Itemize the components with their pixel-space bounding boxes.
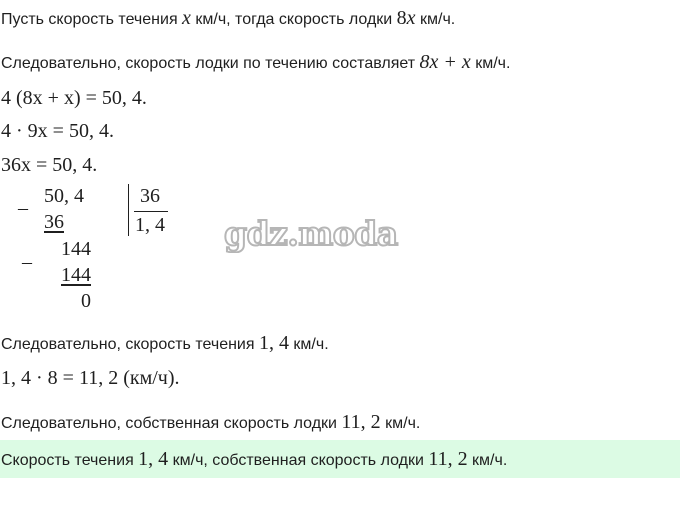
equation-2: 4 · 9x = 50, 4. — [1, 120, 114, 142]
line4-text-b: км/ч. — [380, 415, 421, 432]
equation-4-unit: (км/ч). — [118, 367, 180, 389]
division-horizontal-line — [134, 211, 168, 212]
watermark-logo: gdz.moda — [224, 214, 398, 253]
text-line-1 — [1, 8, 455, 30]
division-vertical-line — [128, 184, 129, 236]
line3-text-b: км/ч. — [288, 336, 329, 353]
answer-text — [1, 449, 507, 471]
line1-var-x: x — [182, 7, 191, 29]
line1-text-b: км/ч, тогда скорость лодки — [190, 11, 397, 28]
division-subtrahend-1: 36 — [44, 211, 64, 233]
line2-text-a: Следовательно, скорость лодки по течению составляет — [1, 55, 420, 72]
line2-expr: 8x + x — [419, 51, 471, 73]
answer-value-2: 11, 2 — [428, 448, 468, 470]
line1-var-x2: x — [406, 7, 416, 29]
equation-1: 4 (8x + x) = 50, 4. — [1, 87, 147, 109]
equation-3: 36x = 50, 4. — [1, 154, 98, 176]
answer-text-a: Скорость течения — [1, 452, 139, 469]
line4-value: 11, 2 — [341, 411, 381, 433]
division-remainder-1: 144 — [61, 238, 91, 260]
equation-4-expr: 1, 4 · 8 = 11, 2 — [1, 367, 119, 389]
division-minus-1: – — [18, 197, 28, 219]
text-line-2 — [1, 52, 510, 74]
answer-text-b: км/ч, собственная скорость лодки — [168, 452, 429, 469]
answer-text-c: км/ч. — [467, 452, 508, 469]
text-line-3 — [1, 333, 329, 355]
line4-text-a: Следовательно, собственная скорость лодки — [1, 415, 342, 432]
division-subtrahend-2: 144 — [61, 264, 91, 286]
division-remainder-2: 0 — [81, 290, 91, 312]
line1-text-a: Пусть скорость течения — [1, 11, 183, 28]
equation-4 — [1, 366, 180, 390]
division-quotient: 1, 4 — [135, 214, 165, 236]
division-dividend: 50, 4 — [44, 185, 84, 207]
line3-text-a: Следовательно, скорость течения — [1, 336, 259, 353]
division-divisor: 36 — [140, 185, 160, 207]
line1-coef: 8 — [396, 7, 407, 29]
line3-value: 1, 4 — [258, 332, 289, 354]
answer-value-1: 1, 4 — [138, 448, 169, 470]
answer-box — [0, 440, 680, 478]
line2-text-b: км/ч. — [470, 55, 511, 72]
line1-text-c: км/ч. — [415, 11, 456, 28]
text-line-4 — [1, 412, 420, 434]
division-minus-2: – — [22, 251, 32, 273]
